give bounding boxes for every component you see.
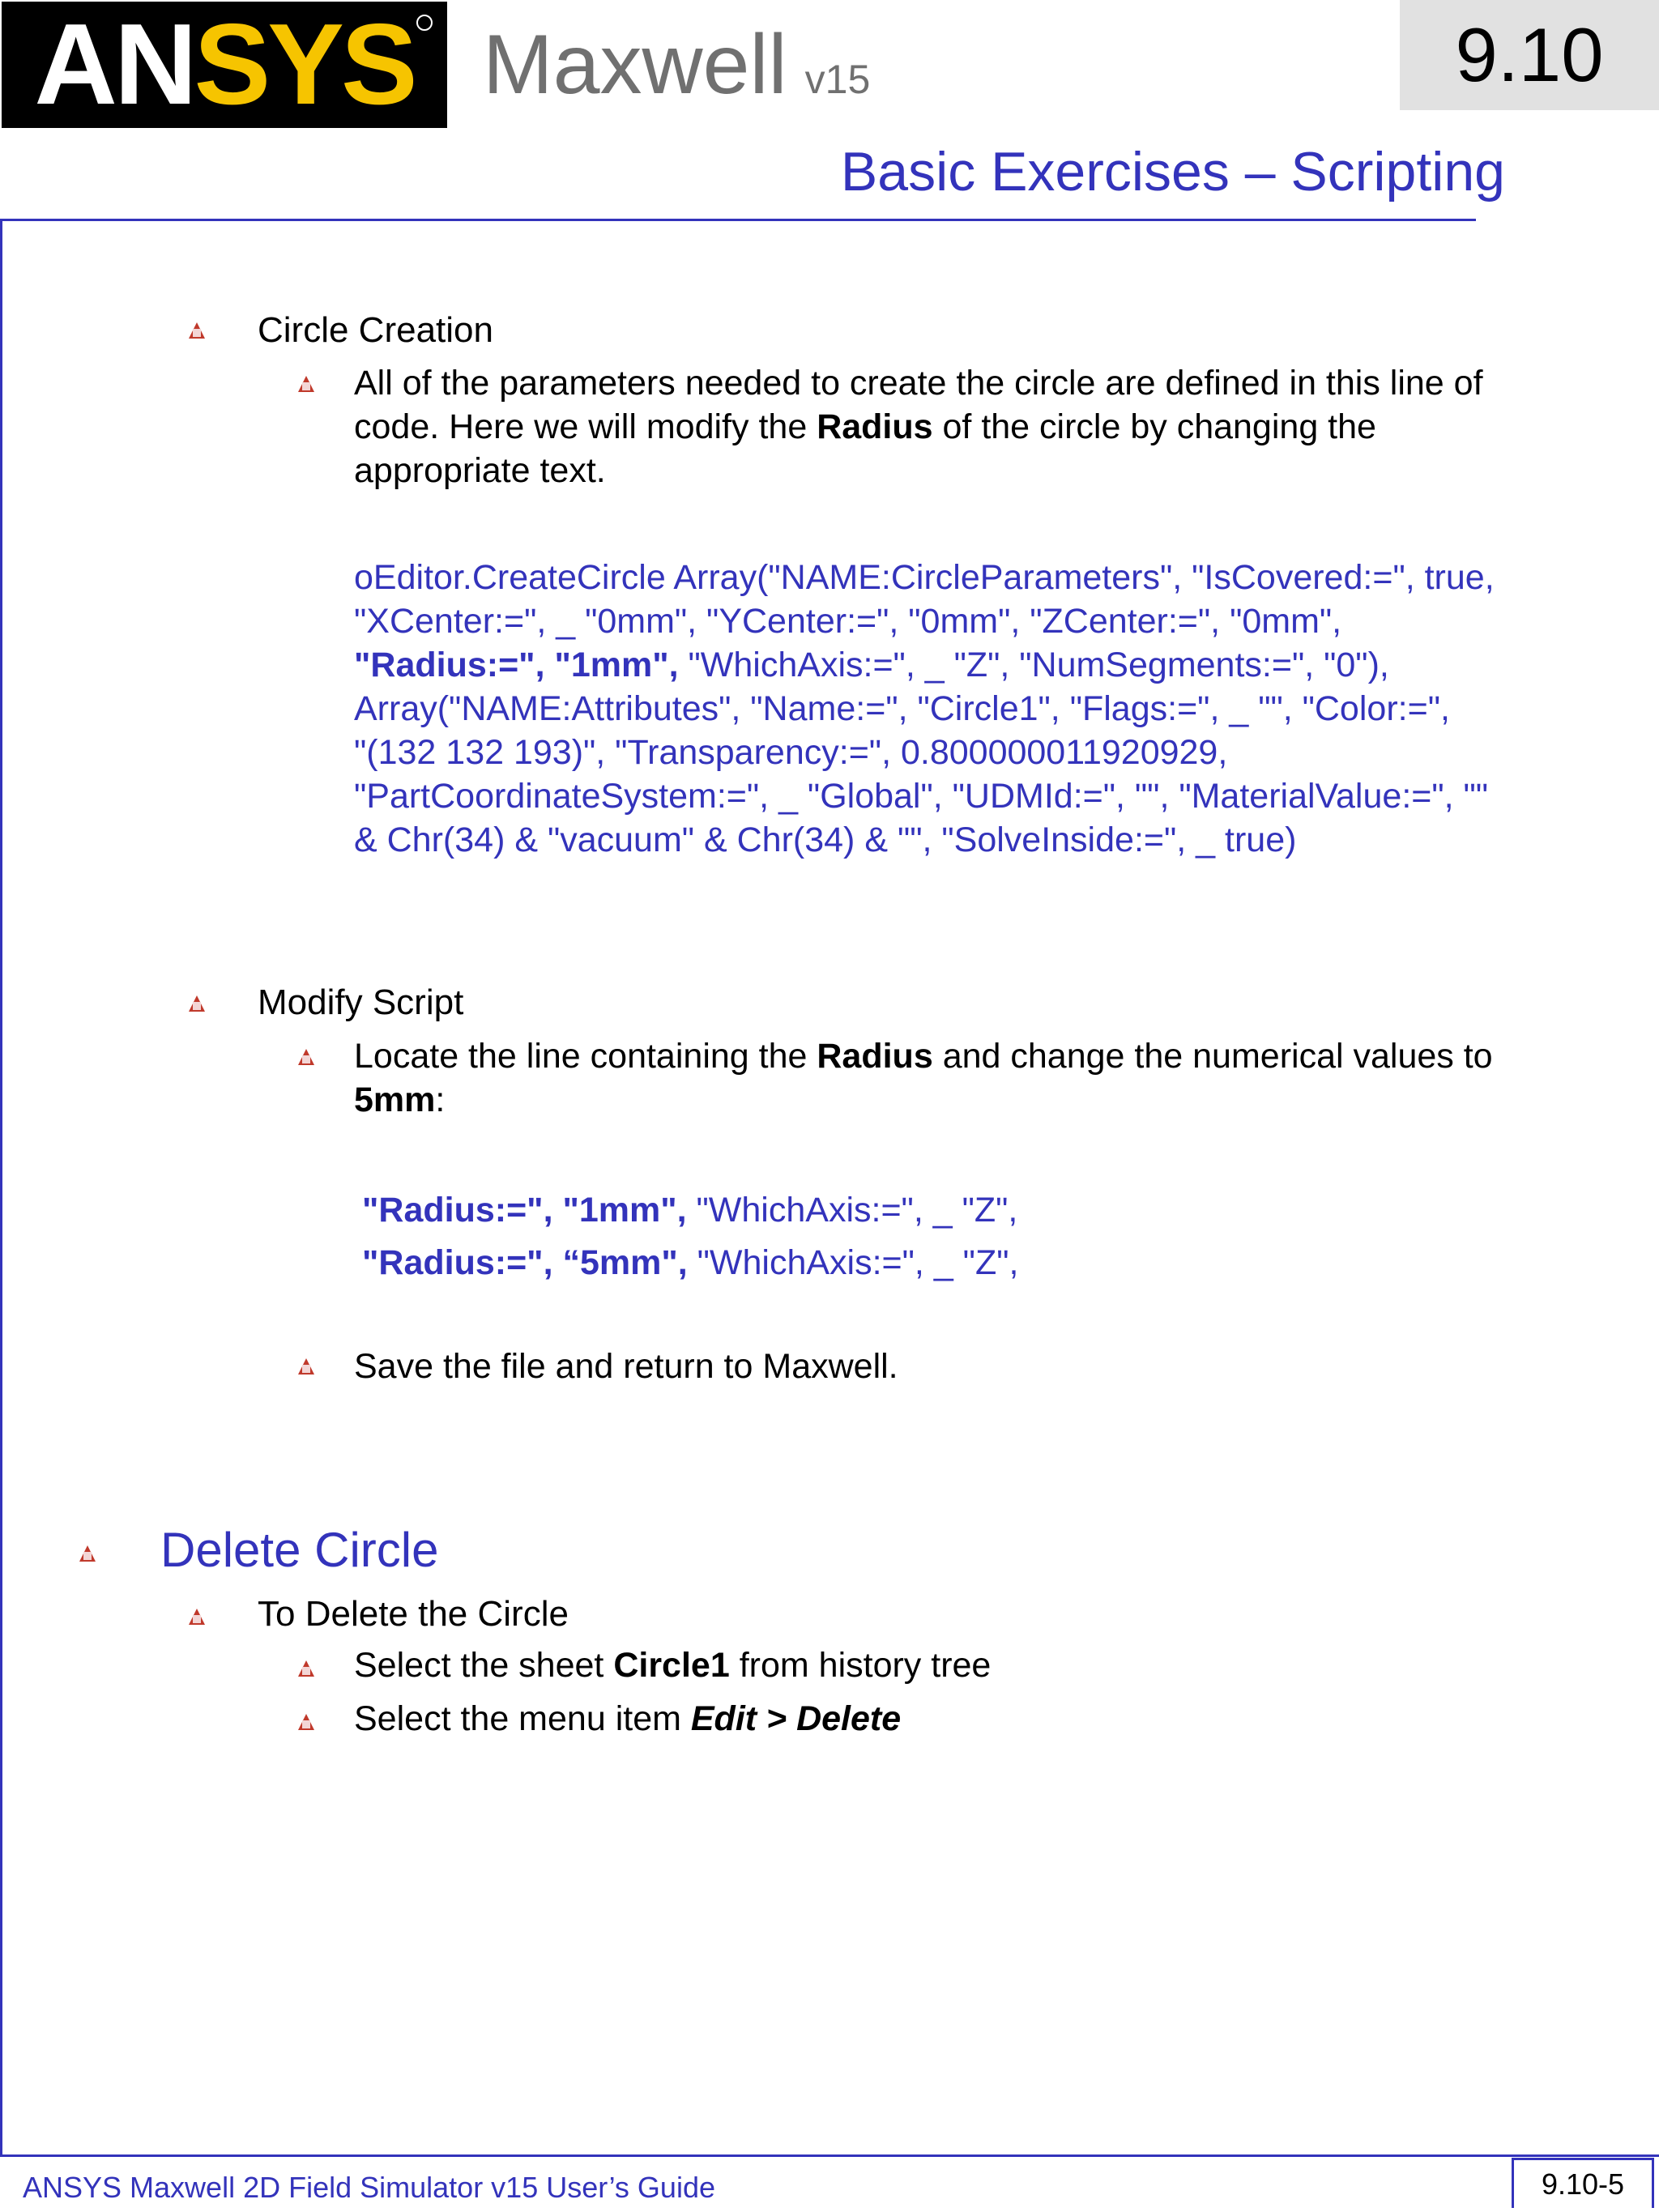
code-line-old: "Radius:=", "1mm", "WhichAxis:=", _ "Z", xyxy=(362,1191,1018,1230)
bullet-icon xyxy=(189,1609,205,1625)
product-title xyxy=(483,18,871,112)
left-border xyxy=(0,219,2,2154)
text-line: 5mm: xyxy=(354,1080,446,1119)
code-line: "(132 132 193)", "Transparency:=", 0.800000011920929, xyxy=(354,733,1228,772)
bullet-icon xyxy=(79,1545,96,1562)
heading-delete-circle: Delete Circle xyxy=(160,1523,439,1577)
code-line: & Chr(34) & "vacuum" & Chr(34) & "", "SolveInside:=", _ true) xyxy=(354,820,1297,859)
bullet-icon xyxy=(298,1049,314,1065)
footer-guide-title: ANSYS Maxwell 2D Field Simulator v15 User’s Guide xyxy=(23,2171,715,2204)
page-number: 9.10-5 xyxy=(1512,2158,1654,2208)
heading-modify-script: Modify Script xyxy=(258,982,464,1022)
circle-creation-text xyxy=(354,361,1585,492)
section-number: 9.10 xyxy=(1400,0,1659,110)
text-line: All of the parameters needed to create the circle are defined in this line of xyxy=(354,364,1483,403)
code-line: "Radius:=", "1mm", "WhichAxis:=", _ "Z", "NumSegments:=", "0"), xyxy=(354,646,1389,684)
product-name: Maxwell xyxy=(483,18,787,112)
code-line: Array("NAME:Attributes", "Name:=", "Circle1", "Flags:=", _ "", "Color:=", xyxy=(354,689,1450,728)
code-line: "XCenter:=", _ "0mm", "YCenter:=", "0mm", "ZCenter:=", "0mm", xyxy=(354,602,1342,641)
logo-text-an: AN xyxy=(34,0,194,129)
text-line: Locate the line containing the Radius and change the numerical values to xyxy=(354,1037,1493,1076)
heading-circle-creation: Circle Creation xyxy=(258,310,493,350)
bullet-icon xyxy=(298,1660,314,1677)
bullet-icon xyxy=(298,1358,314,1375)
bullet-icon xyxy=(298,1714,314,1730)
code-block-create-circle xyxy=(354,556,1618,862)
page-subtitle: Basic Exercises – Scripting xyxy=(840,141,1505,202)
delete-step-1: Select the sheet Circle1 from history tree xyxy=(354,1646,992,1685)
code-line: oEditor.CreateCircle Array("NAME:CircleParameters", "IsCovered:=", true, xyxy=(354,558,1495,597)
code-line: "PartCoordinateSystem:=", _ "Global", "UDMId:=", "", "MaterialValue:=", "" xyxy=(354,777,1489,816)
product-version: v15 xyxy=(804,57,871,102)
save-file-text: Save the file and return to Maxwell. xyxy=(354,1347,898,1386)
header-divider xyxy=(0,219,1476,221)
text-line: appropriate text. xyxy=(354,451,606,490)
ansys-logo xyxy=(2,2,447,128)
registered-mark-icon xyxy=(416,15,433,31)
code-line-new: "Radius:=", “5mm", "WhichAxis:=", _ "Z", xyxy=(362,1243,1019,1282)
bullet-icon xyxy=(189,322,205,339)
footer-divider xyxy=(0,2154,1659,2157)
bullet-icon xyxy=(298,376,314,392)
text-line: code. Here we will modify the Radius of the circle by changing the xyxy=(354,407,1376,446)
modify-script-text xyxy=(354,1034,1585,1122)
code-block-radius xyxy=(362,1184,1018,1289)
bullet-icon xyxy=(189,995,205,1012)
delete-step-2: Select the menu item Edit > Delete xyxy=(354,1699,902,1738)
logo-text-sys: SYS xyxy=(194,0,415,129)
heading-to-delete: To Delete the Circle xyxy=(258,1594,569,1634)
